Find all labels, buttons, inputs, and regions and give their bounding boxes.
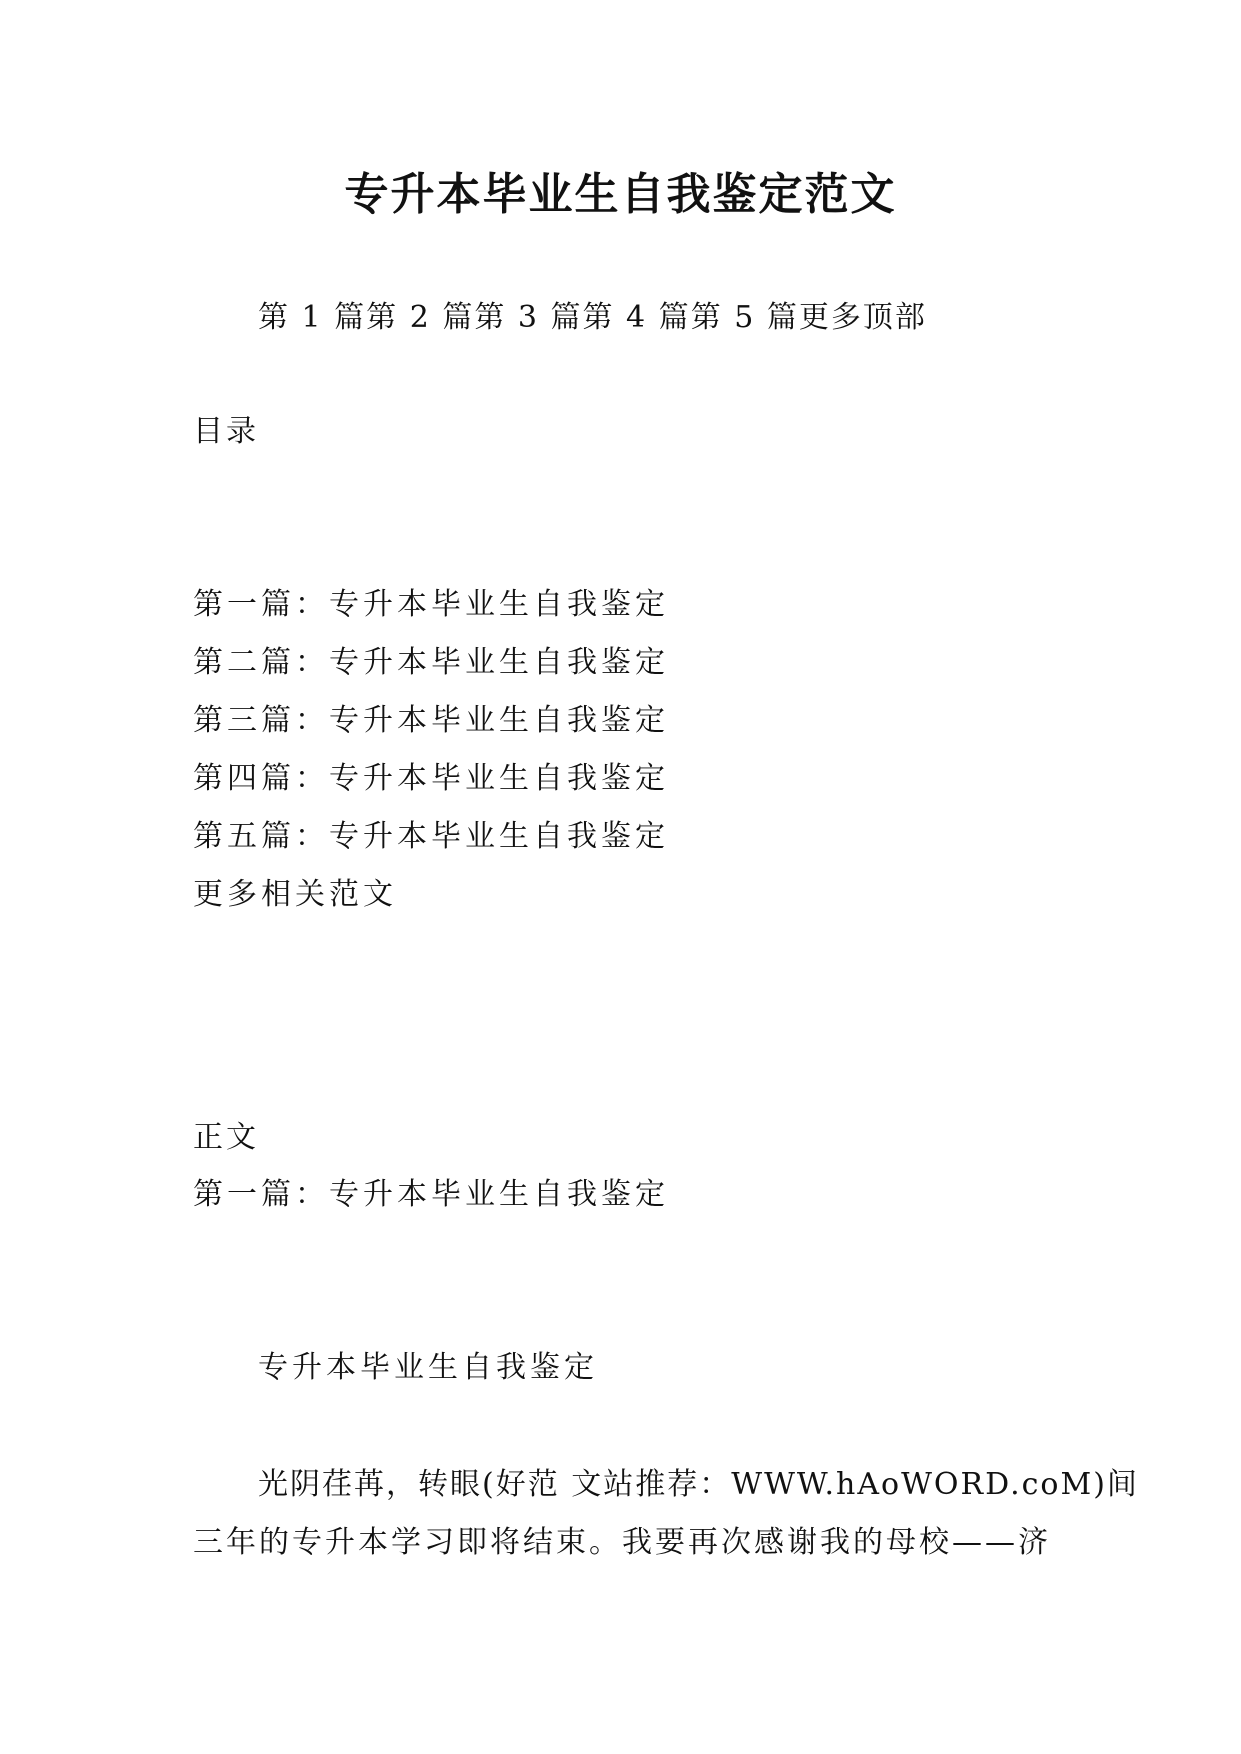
nav-link-part-1[interactable]: 第 1 篇: [258, 300, 367, 335]
nav-link-part-4[interactable]: 第 4 篇: [582, 300, 691, 335]
toc-item-part-4[interactable]: 第四篇：专升本毕业生自我鉴定: [193, 761, 669, 796]
paragraph-line: 三年的专升本学习即将结束。我要再次感谢我的母校——济: [193, 1525, 1051, 1560]
nav-link-part-5[interactable]: 第 5 篇: [690, 300, 799, 335]
table-of-contents: [193, 585, 669, 933]
nav-link-part-2[interactable]: 第 2 篇: [366, 300, 475, 335]
nav-link-more[interactable]: 更多: [798, 300, 863, 335]
nav-link-top[interactable]: 顶部: [862, 300, 927, 335]
toc-item-part-2[interactable]: 第二篇：专升本毕业生自我鉴定: [193, 645, 669, 680]
toc-item-part-1[interactable]: 第一篇：专升本毕业生自我鉴定: [193, 587, 669, 622]
toc-item-part-5[interactable]: 第五篇：专升本毕业生自我鉴定: [193, 819, 669, 854]
document-title: 专升本毕业生自我鉴定范文: [344, 169, 897, 220]
article-nav: [258, 298, 927, 338]
toc-label: 目录: [193, 414, 259, 449]
toc-item-part-3[interactable]: 第三篇：专升本毕业生自我鉴定: [193, 703, 669, 738]
nav-link-part-3[interactable]: 第 3 篇: [474, 300, 583, 335]
paragraph-line: 光阴荏苒，转眼(好范 文站推荐：WWW.hAoWORD.coM)间: [258, 1467, 1139, 1502]
toc-item-more[interactable]: 更多相关范文: [193, 877, 397, 912]
article-subheading: 专升本毕业生自我鉴定: [258, 1350, 598, 1385]
part-heading: 第一篇：专升本毕业生自我鉴定: [193, 1177, 669, 1212]
body-label: 正文: [193, 1120, 259, 1155]
